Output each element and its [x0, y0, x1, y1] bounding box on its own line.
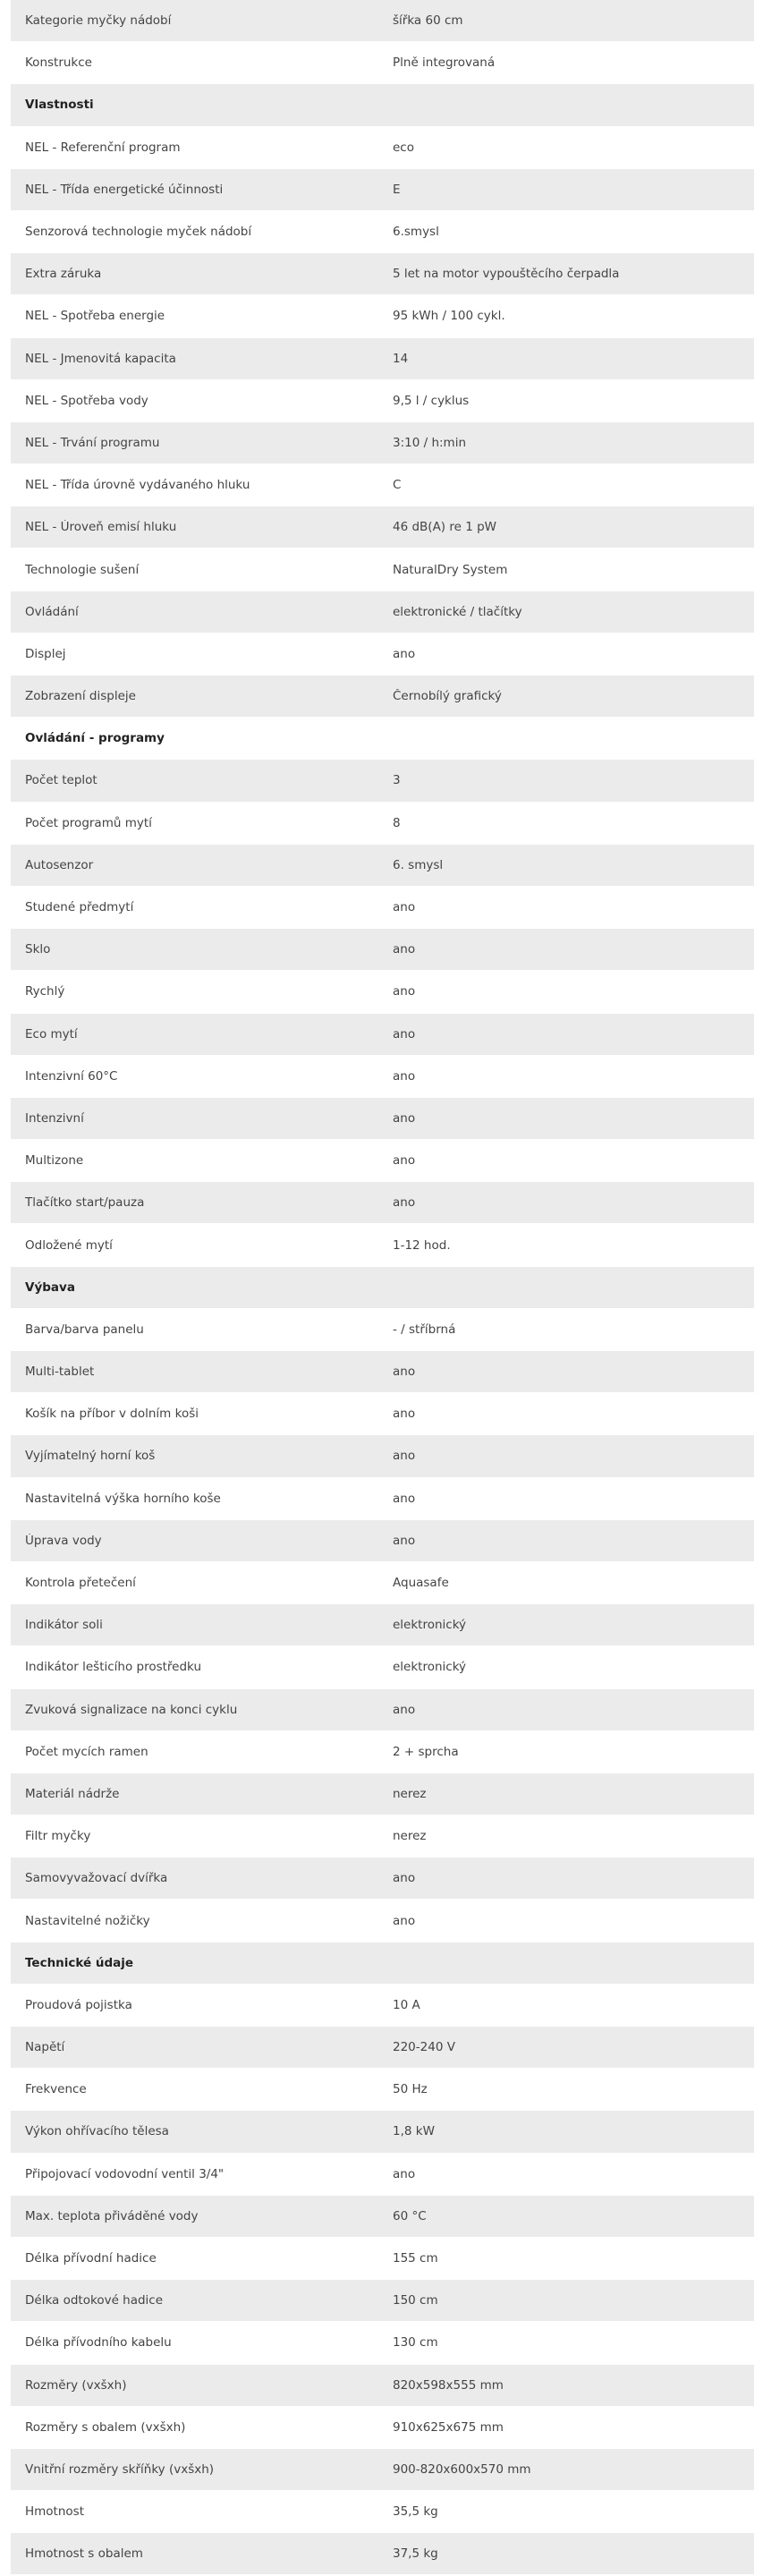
spec-row — [11, 633, 754, 676]
spec-row — [11, 1056, 754, 1098]
spec-value: 6. smysl — [393, 857, 444, 872]
spec-value: eco — [393, 140, 414, 155]
spec-label: Displej — [25, 646, 66, 661]
section-title: Ovládání - programy — [25, 731, 165, 746]
spec-row — [11, 1985, 754, 2027]
spec-label: Technologie sušení — [25, 562, 140, 577]
spec-row — [11, 1815, 754, 1858]
spec-row — [11, 845, 754, 887]
section-title: Technické údaje — [25, 1955, 134, 1970]
spec-label: Filtr myčky — [25, 1829, 91, 1844]
spec-value: elektronický — [393, 1618, 467, 1633]
spec-row — [11, 2280, 754, 2322]
spec-row — [11, 506, 754, 548]
spec-value: nerez — [393, 1829, 427, 1844]
spec-row — [11, 887, 754, 929]
spec-value: 1,8 kW — [393, 2124, 435, 2139]
spec-value: 60 °C — [393, 2208, 427, 2223]
spec-label: Kategorie myčky nádobí — [25, 13, 172, 29]
spec-label: Extra záruka — [25, 267, 102, 282]
spec-label: Odložené mytí — [25, 1237, 113, 1253]
spec-table — [11, 0, 754, 2575]
spec-value: 10 A — [393, 1997, 420, 2012]
spec-row — [11, 2238, 754, 2280]
spec-label: NEL - Spotřeba vody — [25, 393, 148, 408]
spec-row — [11, 1604, 754, 1646]
spec-row — [11, 2322, 754, 2364]
spec-label: Nastavitelné nožičky — [25, 1913, 150, 1928]
spec-row — [11, 380, 754, 422]
spec-label: Výkon ohřívacího tělesa — [25, 2124, 169, 2139]
spec-row — [11, 1773, 754, 1815]
spec-value: 95 kWh / 100 cykl. — [393, 309, 505, 324]
spec-value: 35,5 kg — [393, 2504, 438, 2520]
spec-label: NEL - Třída úrovně vydávaného hluku — [25, 478, 250, 493]
spec-row — [11, 1858, 754, 1900]
spec-value: 8 — [393, 815, 401, 830]
spec-label: Indikátor lešticího prostředku — [25, 1660, 202, 1675]
spec-label: Tlačítko start/pauza — [25, 1195, 145, 1211]
spec-row — [11, 1351, 754, 1393]
spec-label: Proudová pojistka — [25, 1997, 132, 2012]
section-header-row — [11, 718, 754, 760]
spec-value: 9,5 l / cyklus — [393, 393, 470, 408]
spec-label: Intenzivní — [25, 1110, 84, 1126]
spec-value: ano — [393, 1913, 416, 1928]
spec-label: Hmotnost — [25, 2504, 84, 2520]
spec-row — [11, 760, 754, 802]
spec-label: Kontrola přetečení — [25, 1576, 136, 1591]
spec-label: Rozměry s obalem (vxšxh) — [25, 2419, 186, 2435]
spec-value: 6.smysl — [393, 225, 439, 240]
spec-value: ano — [393, 1110, 416, 1126]
spec-label: Intenzivní 60°C — [25, 1068, 118, 1084]
spec-label: Samovyvažovací dvířka — [25, 1871, 168, 1886]
spec-label: Indikátor soli — [25, 1618, 103, 1633]
spec-value: Plně integrovaná — [393, 55, 496, 71]
spec-label: Délka odtokové hadice — [25, 2293, 164, 2308]
spec-row — [11, 1140, 754, 1182]
spec-value: - / stříbrná — [393, 1322, 456, 1337]
spec-label: Počet programů mytí — [25, 815, 152, 830]
spec-row — [11, 0, 754, 42]
spec-label: Eco mytí — [25, 1026, 78, 1041]
spec-value: elektronický — [393, 1660, 467, 1675]
spec-value: 900-820x600x570 mm — [393, 2461, 531, 2477]
spec-label: NEL - Jmenovitá kapacita — [25, 351, 176, 366]
spec-value: ano — [393, 1702, 416, 1717]
spec-row — [11, 1014, 754, 1056]
spec-row — [11, 1646, 754, 1688]
spec-label: Počet mycích ramen — [25, 1744, 148, 1759]
spec-value: C — [393, 478, 402, 493]
spec-row — [11, 1731, 754, 1773]
spec-value: ano — [393, 1533, 416, 1548]
spec-label: Délka přívodní hadice — [25, 2251, 157, 2266]
spec-value: ano — [393, 1153, 416, 1169]
spec-value: Aquasafe — [393, 1576, 449, 1591]
spec-value: ano — [393, 646, 416, 661]
spec-value: šířka 60 cm — [393, 13, 463, 29]
spec-value: nerez — [393, 1786, 427, 1801]
spec-row — [11, 1182, 754, 1224]
spec-row — [11, 1098, 754, 1140]
spec-value: ano — [393, 1491, 416, 1506]
spec-label: Frekvence — [25, 2082, 87, 2097]
spec-value: 150 cm — [393, 2293, 438, 2308]
spec-row — [11, 42, 754, 84]
spec-label: NEL - Třída energetické účinnosti — [25, 182, 224, 197]
section-title: Výbava — [25, 1279, 75, 1295]
spec-row — [11, 211, 754, 253]
spec-value: elektronické / tlačítky — [393, 604, 522, 619]
spec-label: Vnitřní rozměry skříňky (vxšxh) — [25, 2461, 215, 2477]
spec-value: 37,5 kg — [393, 2546, 438, 2562]
spec-label: Napětí — [25, 2040, 65, 2055]
spec-row — [11, 803, 754, 845]
spec-label: Košík na příbor v dolním koši — [25, 1407, 199, 1422]
spec-value: ano — [393, 1195, 416, 1211]
spec-row — [11, 2111, 754, 2153]
spec-row — [11, 253, 754, 295]
spec-row — [11, 2407, 754, 2449]
spec-row — [11, 1393, 754, 1435]
spec-row — [11, 929, 754, 971]
spec-label: NEL - Úroveň emisí hluku — [25, 520, 177, 535]
spec-label: Hmotnost s obalem — [25, 2546, 143, 2562]
spec-label: Nastavitelná výška horního koše — [25, 1491, 221, 1506]
spec-row — [11, 2069, 754, 2111]
spec-value: 3 — [393, 773, 401, 788]
spec-row — [11, 2365, 754, 2407]
spec-label: NEL - Trvání programu — [25, 435, 160, 450]
spec-row — [11, 1478, 754, 1520]
spec-row — [11, 1562, 754, 1604]
spec-label: Autosenzor — [25, 857, 94, 872]
spec-label: Úprava vody — [25, 1533, 102, 1548]
spec-row — [11, 971, 754, 1013]
spec-row — [11, 1435, 754, 1477]
spec-row — [11, 2196, 754, 2238]
spec-value: ano — [393, 900, 416, 915]
spec-row — [11, 1224, 754, 1266]
spec-row — [11, 2491, 754, 2533]
spec-row — [11, 1689, 754, 1731]
spec-row — [11, 338, 754, 380]
spec-label: NEL - Spotřeba energie — [25, 309, 165, 324]
spec-label: Délka přívodního kabelu — [25, 2335, 172, 2351]
spec-row — [11, 2154, 754, 2196]
spec-label: Rozměry (vxšxh) — [25, 2377, 127, 2393]
spec-value: 3:10 / h:min — [393, 435, 467, 450]
spec-label: Zobrazení displeje — [25, 689, 136, 704]
spec-label: Připojovací vodovodní ventil 3/4" — [25, 2166, 225, 2181]
section-header-row — [11, 84, 754, 126]
spec-row — [11, 127, 754, 169]
spec-value: ano — [393, 2166, 416, 2181]
spec-value: 820x598x555 mm — [393, 2377, 504, 2393]
spec-value: ano — [393, 1871, 416, 1886]
spec-label: Sklo — [25, 942, 51, 957]
spec-value: ano — [393, 1026, 416, 1041]
spec-value: ano — [393, 1365, 416, 1380]
spec-row — [11, 464, 754, 506]
spec-value: ano — [393, 942, 416, 957]
spec-row — [11, 2533, 754, 2575]
spec-row — [11, 422, 754, 464]
spec-label: Multizone — [25, 1153, 84, 1169]
spec-row — [11, 591, 754, 633]
spec-label: Ovládání — [25, 604, 79, 619]
spec-label: Konstrukce — [25, 55, 92, 71]
spec-row — [11, 1309, 754, 1351]
spec-label: Multi-tablet — [25, 1365, 95, 1380]
spec-row — [11, 2027, 754, 2069]
spec-row — [11, 676, 754, 718]
spec-value: 14 — [393, 351, 409, 366]
spec-value: 910x625x675 mm — [393, 2419, 504, 2435]
spec-label: Zvuková signalizace na konci cyklu — [25, 1702, 238, 1717]
spec-value: ano — [393, 1068, 416, 1084]
spec-value: ano — [393, 1449, 416, 1464]
spec-label: Materiál nádrže — [25, 1786, 120, 1801]
spec-value: 5 let na motor vypouštěcího čerpadla — [393, 267, 620, 282]
section-title: Vlastnosti — [25, 98, 94, 113]
spec-label: Senzorová technologie myček nádobí — [25, 225, 252, 240]
spec-value: Černobílý grafický — [393, 689, 502, 704]
spec-value: 130 cm — [393, 2335, 438, 2351]
spec-label: NEL - Referenční program — [25, 140, 181, 155]
spec-label: Max. teplota přiváděné vody — [25, 2208, 199, 2223]
spec-row — [11, 295, 754, 337]
spec-label: Studené předmytí — [25, 900, 134, 915]
spec-row — [11, 2449, 754, 2491]
spec-label: Rychlý — [25, 984, 65, 999]
spec-label: Počet teplot — [25, 773, 97, 788]
section-header-row — [11, 1267, 754, 1309]
section-header-row — [11, 1943, 754, 1985]
spec-value: ano — [393, 1407, 416, 1422]
spec-value: 1-12 hod. — [393, 1237, 451, 1253]
spec-row — [11, 548, 754, 591]
spec-label: Barva/barva panelu — [25, 1322, 144, 1337]
spec-value: 50 Hz — [393, 2082, 428, 2097]
spec-label: Vyjímatelný horní koš — [25, 1449, 156, 1464]
spec-value: ano — [393, 984, 416, 999]
spec-row — [11, 169, 754, 211]
spec-value: 2 + sprcha — [393, 1744, 459, 1759]
spec-value: E — [393, 182, 401, 197]
spec-value: 220-240 V — [393, 2040, 455, 2055]
spec-value: 155 cm — [393, 2251, 438, 2266]
spec-value: 46 dB(A) re 1 pW — [393, 520, 497, 535]
spec-value: NaturalDry System — [393, 562, 508, 577]
spec-row — [11, 1520, 754, 1562]
spec-row — [11, 1900, 754, 1942]
